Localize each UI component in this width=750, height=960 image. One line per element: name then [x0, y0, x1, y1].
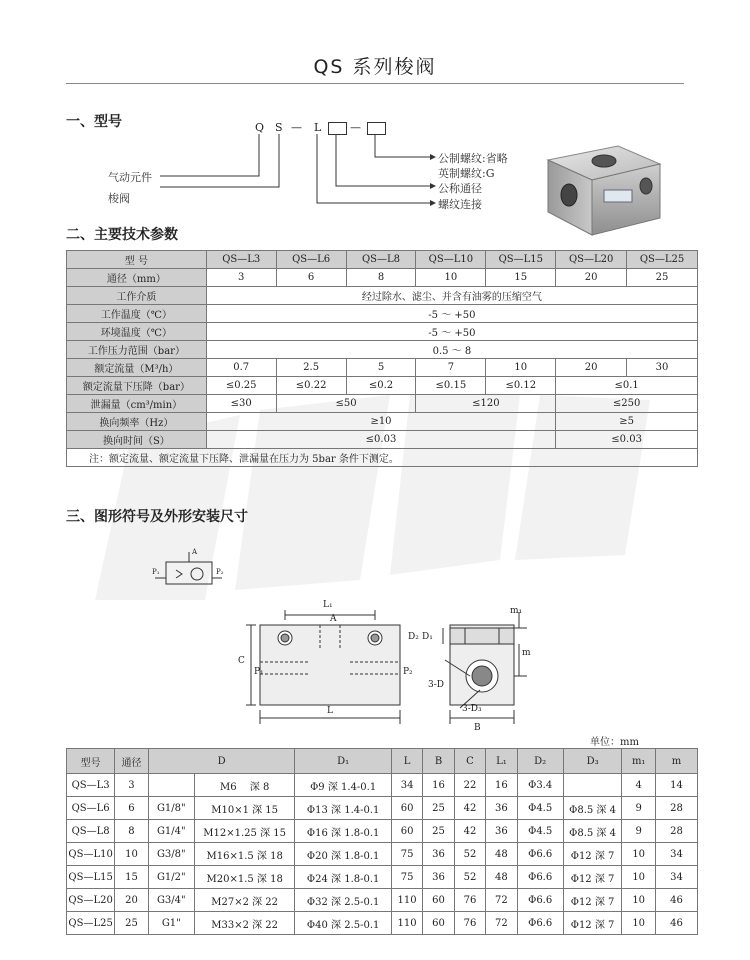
dims-header-cell: L₁	[486, 749, 517, 774]
table-row	[67, 912, 698, 935]
table-cell: 42	[454, 820, 485, 843]
label-pneumatic-component: 气动元件	[108, 171, 152, 184]
table-cell: 75	[391, 843, 422, 866]
table-cell: Φ12 深 7	[563, 889, 622, 912]
unit-label: 单位：mm	[590, 737, 639, 748]
spec-cell: 15	[486, 269, 556, 287]
spec-label: 泄漏量（cm³/min）	[67, 395, 207, 413]
spec-row-leakage	[67, 395, 698, 413]
dim-b: B	[474, 723, 481, 733]
table-cell: 10	[622, 912, 656, 935]
table-cell: Φ16 深 1.8-0.1	[295, 820, 391, 843]
table-cell: 16	[486, 774, 517, 797]
table-cell: 10	[622, 843, 656, 866]
table-cell: G1/4"	[148, 820, 194, 843]
symbol-port-a: A	[192, 548, 198, 556]
spec-row-env-temp	[67, 323, 698, 341]
spec-cell: ≤0.03	[556, 431, 698, 449]
table-cell: M6 深 8	[194, 774, 295, 797]
dims-header-cell: L	[391, 749, 422, 774]
section-model-heading: 一、型号	[66, 114, 122, 130]
spec-cell: 0.5 ～ 8	[206, 341, 697, 359]
table-cell: 36	[486, 797, 517, 820]
spec-cell: ≤0.15	[416, 377, 486, 395]
table-cell: 36	[423, 866, 454, 889]
spec-row-bore	[67, 269, 698, 287]
table-cell: Φ6.6	[517, 889, 563, 912]
dim-port-p2: P₂	[403, 667, 413, 677]
spec-cell: ≤250	[556, 395, 698, 413]
spec-cell: -5 ～ +50	[206, 305, 697, 323]
table-cell	[563, 774, 622, 797]
spec-cell: 3	[206, 269, 276, 287]
table-row	[67, 843, 698, 866]
spec-model-cell: QS—L8	[346, 251, 416, 269]
table-cell: Φ32 深 2.5-0.1	[295, 889, 391, 912]
table-cell: QS—L20	[67, 889, 115, 912]
table-cell: Φ3.4	[517, 774, 563, 797]
spec-cell: ≤0.25	[206, 377, 276, 395]
table-cell: Φ24 深 1.8-0.1	[295, 866, 391, 889]
dims-header-cell: m	[655, 749, 697, 774]
section-specs-heading: 二、主要技术参数	[66, 227, 178, 243]
table-cell: M10×1 深 15	[194, 797, 295, 820]
table-cell: G1/2"	[148, 866, 194, 889]
table-cell: M12×1.25 深 15	[194, 820, 295, 843]
dims-header-cell: B	[423, 749, 454, 774]
table-cell: QS—L3	[67, 774, 115, 797]
spec-label: 换向频率（Hz）	[67, 413, 207, 431]
table-cell: Φ40 深 2.5-0.1	[295, 912, 391, 935]
table-cell: M20×1.5 深 18	[194, 866, 295, 889]
dim-d2: D₂	[408, 632, 419, 642]
table-cell: 60	[423, 889, 454, 912]
spec-label: 额定流量（M³/h）	[67, 359, 207, 377]
table-cell: 72	[486, 912, 517, 935]
table-cell: 52	[454, 843, 485, 866]
table-cell: Φ20 深 1.8-0.1	[295, 843, 391, 866]
spec-label: 环境温度（℃）	[67, 323, 207, 341]
label-thread-connection: 螺纹连接	[438, 198, 482, 211]
spec-model-cell: QS—L25	[627, 251, 698, 269]
spec-cell: 7	[416, 359, 486, 377]
spec-row-switch-time	[67, 431, 698, 449]
spec-row-pressure-drop	[67, 377, 698, 395]
table-cell: Φ13 深 1.4-0.1	[295, 797, 391, 820]
dim-3d3: 3-D₃	[462, 704, 482, 714]
table-cell: 4	[622, 774, 656, 797]
spec-row-pressure	[67, 341, 698, 359]
table-cell: 9	[622, 797, 656, 820]
spec-cell: ≥5	[556, 413, 698, 431]
table-cell: 60	[423, 912, 454, 935]
table-cell: Φ12 深 7	[563, 866, 622, 889]
table-cell: 6	[115, 797, 149, 820]
spec-row-note	[67, 449, 698, 467]
table-cell: G1"	[148, 912, 194, 935]
dim-3d: 3-D	[428, 680, 444, 690]
spec-row-flow	[67, 359, 698, 377]
side-view-drawing	[415, 600, 535, 735]
table-cell: G1/8"	[148, 797, 194, 820]
spec-model-cell: QS—L15	[486, 251, 556, 269]
spec-cell: 20	[556, 269, 627, 287]
symbol-port-p1: P₁	[152, 568, 160, 576]
spec-row-work-temp	[67, 305, 698, 323]
dims-body	[67, 774, 698, 935]
dim-m1: m₁	[510, 606, 523, 616]
table-cell: QS—L10	[67, 843, 115, 866]
table-cell: Φ6.6	[517, 843, 563, 866]
spec-cell: 10	[416, 269, 486, 287]
table-cell: 3	[115, 774, 149, 797]
spec-cell: 5	[346, 359, 416, 377]
spec-cell: 25	[627, 269, 698, 287]
table-cell: Φ6.6	[517, 912, 563, 935]
spec-row-model	[67, 251, 698, 269]
dims-header-cell: m₁	[622, 749, 656, 774]
table-cell: QS—L15	[67, 866, 115, 889]
spec-label: 通径（mm）	[67, 269, 207, 287]
spec-label: 换向时间（S）	[67, 431, 207, 449]
table-cell: 60	[391, 820, 422, 843]
table-cell: 42	[454, 797, 485, 820]
table-cell: 72	[486, 889, 517, 912]
spec-table	[66, 250, 698, 467]
table-cell: Φ12 深 7	[563, 843, 622, 866]
table-cell: Φ8.5 深 4	[563, 797, 622, 820]
table-cell: M16×1.5 深 18	[194, 843, 295, 866]
table-row	[67, 774, 698, 797]
dims-header-cell: D₂	[517, 749, 563, 774]
label-metric-thread: 公制螺纹:省略	[438, 152, 508, 165]
table-cell: G3/8"	[148, 843, 194, 866]
spec-label: 工作温度（℃）	[67, 305, 207, 323]
dims-header-cell: C	[454, 749, 485, 774]
table-cell: 22	[454, 774, 485, 797]
spec-cell: ≥10	[206, 413, 555, 431]
dims-header-cell: D₁	[295, 749, 391, 774]
dims-header-cell: D	[148, 749, 295, 774]
spec-cell: ≤0.22	[276, 377, 346, 395]
spec-cell: ≤120	[416, 395, 556, 413]
table-cell: 36	[423, 843, 454, 866]
dims-header-row	[67, 749, 698, 774]
spec-cell: 10	[486, 359, 556, 377]
table-cell: 28	[655, 820, 697, 843]
page-title: QS 系列梭阀	[313, 56, 437, 78]
code-dash-1: —	[291, 121, 302, 134]
table-cell: 75	[391, 866, 422, 889]
spec-label: 工作介质	[67, 287, 207, 305]
spec-row-medium	[67, 287, 698, 305]
table-cell: QS—L6	[67, 797, 115, 820]
spec-note: 注：额定流量、额定流量下压降、泄漏量在压力为 5bar 条件下测定。	[67, 449, 698, 467]
table-cell: QS—L25	[67, 912, 115, 935]
table-cell: 10	[115, 843, 149, 866]
dims-header-cell: 型号	[67, 749, 115, 774]
table-cell: 48	[486, 843, 517, 866]
dim-port-a: A	[330, 614, 337, 624]
spec-cell: ≤0.1	[556, 377, 698, 395]
table-cell: 25	[423, 797, 454, 820]
spec-label: 额定流量下压降（bar）	[67, 377, 207, 395]
table-cell: 110	[391, 889, 422, 912]
spec-cell: 2.5	[276, 359, 346, 377]
label-imperial-thread: 英制螺纹:G	[438, 167, 495, 180]
spec-cell: ≤0.03	[206, 431, 555, 449]
table-cell: 25	[423, 820, 454, 843]
dim-c: C	[238, 656, 245, 666]
table-cell: Φ9 深 1.4-0.1	[295, 774, 391, 797]
table-cell	[148, 774, 194, 797]
table-cell: 110	[391, 912, 422, 935]
spec-cell: 8	[346, 269, 416, 287]
table-cell: 10	[622, 866, 656, 889]
symbol-port-p2: P₂	[216, 568, 224, 576]
spec-cell: ≤30	[206, 395, 276, 413]
product-photo	[538, 140, 668, 240]
table-cell: 76	[454, 912, 485, 935]
table-cell: 9	[622, 820, 656, 843]
spec-model-cell: QS—L6	[276, 251, 346, 269]
dim-port-p1: P₁	[254, 667, 264, 677]
table-cell: 20	[115, 889, 149, 912]
spec-cell: ≤0.2	[346, 377, 416, 395]
table-cell: 76	[454, 889, 485, 912]
table-cell: Φ4.5	[517, 820, 563, 843]
spec-model-cell: QS—L3	[206, 251, 276, 269]
table-cell: QS—L8	[67, 820, 115, 843]
table-row	[67, 866, 698, 889]
spec-cell: 20	[556, 359, 627, 377]
dim-m: m	[522, 648, 531, 658]
spec-cell: ≤50	[276, 395, 416, 413]
label-nominal-bore: 公称通径	[438, 182, 482, 195]
spec-cell: ≤0.12	[486, 377, 556, 395]
table-cell: 25	[115, 912, 149, 935]
section-drawing-heading: 三、图形符号及外形安装尺寸	[66, 509, 248, 525]
table-cell: 16	[423, 774, 454, 797]
dim-l1: L₁	[323, 600, 333, 610]
table-cell: Φ6.6	[517, 866, 563, 889]
table-cell: 52	[454, 866, 485, 889]
dims-header-cell: 通径	[115, 749, 149, 774]
table-cell: 48	[486, 866, 517, 889]
table-cell: Φ8.5 深 4	[563, 820, 622, 843]
table-row	[67, 797, 698, 820]
code-letter-l: L	[314, 121, 322, 134]
spec-cell: 0.7	[206, 359, 276, 377]
dim-d1: D₁	[422, 632, 433, 642]
table-cell: G3/4"	[148, 889, 194, 912]
table-cell: 15	[115, 866, 149, 889]
table-cell: M27×2 深 22	[194, 889, 295, 912]
spec-model-cell: QS—L10	[416, 251, 486, 269]
spec-cell: 30	[627, 359, 698, 377]
spec-label: 型 号	[67, 251, 207, 269]
table-row	[67, 889, 698, 912]
code-dash-2: —	[350, 121, 361, 134]
table-cell: Φ12 深 7	[563, 912, 622, 935]
table-cell: 8	[115, 820, 149, 843]
spec-row-frequency	[67, 413, 698, 431]
table-cell: 34	[655, 866, 697, 889]
front-view-drawing	[240, 600, 440, 730]
table-cell: 60	[391, 797, 422, 820]
spec-cell: 6	[276, 269, 346, 287]
table-cell: 46	[655, 912, 697, 935]
table-cell: 10	[622, 889, 656, 912]
label-shuttle-valve: 梭阀	[108, 192, 130, 205]
dim-l: L	[327, 706, 333, 716]
table-cell: 34	[391, 774, 422, 797]
dims-header-cell: D₃	[563, 749, 622, 774]
table-cell: Φ4.5	[517, 797, 563, 820]
table-cell: M33×2 深 22	[194, 912, 295, 935]
table-cell: 14	[655, 774, 697, 797]
spec-cell: 经过除水、滤尘、并含有油雾的压缩空气	[206, 287, 697, 305]
dimensions-table	[66, 748, 698, 935]
spec-cell: -5 ～ +50	[206, 323, 697, 341]
code-letter-s: S	[275, 121, 283, 134]
table-cell: 46	[655, 889, 697, 912]
table-cell: 28	[655, 797, 697, 820]
spec-label: 工作压力范围（bar）	[67, 341, 207, 359]
spec-model-cell: QS—L20	[556, 251, 627, 269]
table-cell: 34	[655, 843, 697, 866]
code-letter-q: Q	[255, 121, 265, 134]
table-cell: 36	[486, 820, 517, 843]
table-row	[67, 820, 698, 843]
